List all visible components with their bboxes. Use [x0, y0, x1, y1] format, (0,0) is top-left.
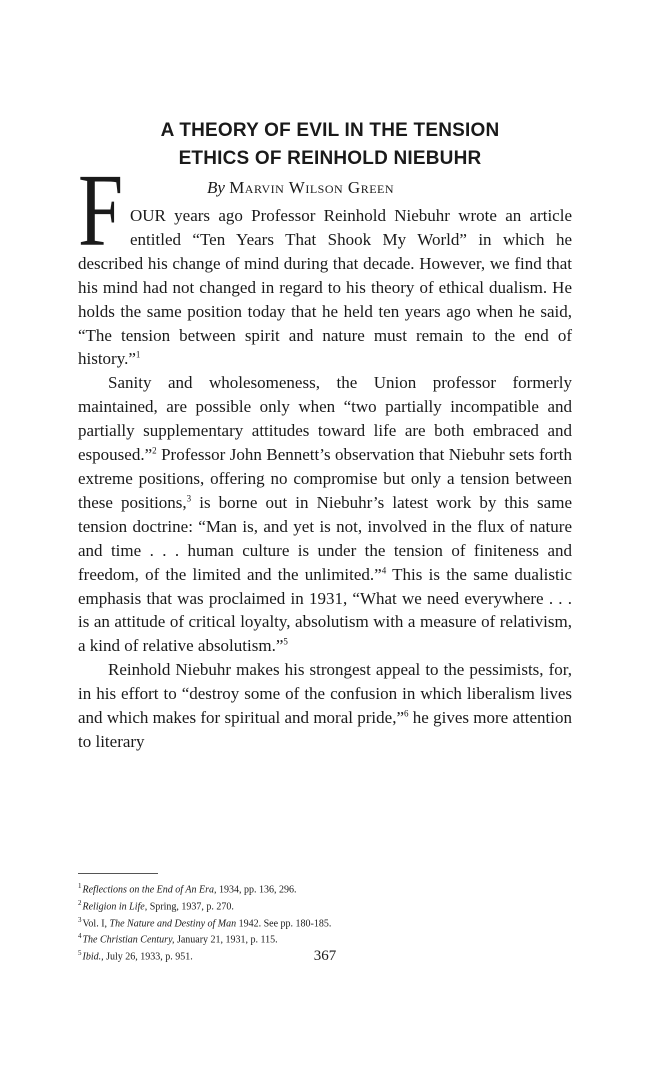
footnote-detail: January 21, 1931, p. 115. — [174, 934, 278, 946]
footnote-ref-2: 2 — [152, 445, 157, 456]
footnote-detail: 1942. See pp. 180-185. — [236, 917, 332, 929]
title-line-1: A THEORY OF EVIL IN THE TENSION — [160, 120, 500, 141]
title-line-2: ETHICS OF REINHOLD NIEBUHR — [178, 148, 482, 169]
article-title — [60, 117, 600, 173]
footnote-title: Reflections on the End of An Era, — [82, 884, 217, 896]
footnote-ref-5: 5 — [283, 636, 288, 647]
footnote — [78, 880, 572, 897]
paragraph-1 — [78, 204, 572, 371]
footnote-mark: 4 — [78, 932, 82, 941]
footnote-mark: 5 — [78, 949, 82, 958]
paragraph-3-text-b: he gives more attention to literary — [78, 708, 572, 751]
footnote-title: The Nature and Destiny of Man — [109, 917, 237, 929]
footnote-mark: 1 — [78, 882, 82, 890]
footnote-detail: 1934, pp. 136, 296. — [216, 884, 297, 896]
footnote-rule — [78, 873, 158, 874]
footnote-title: The Christian Century, — [82, 934, 175, 946]
footnote-ref-1: 1 — [135, 349, 141, 360]
footnote — [78, 914, 572, 931]
footnote-title: Religion in Life, — [82, 901, 148, 913]
footnote-prefix: Vol. I, — [82, 917, 110, 929]
byline-prefix: By — [207, 178, 225, 197]
footnote-ref-6: 6 — [404, 708, 409, 719]
paragraph-1-text: OUR years ago Professor Reinhold Niebuhr wrote an article entitled “Ten Years That Shook My World” in which he described his change of mind during that decade. However, we find that his mind had not changed in regard to his theory of ethical dualism. He holds the same position today that he held ten years ago when he said, “The tension between spirit and nature must remain to the end of history.” — [78, 206, 572, 369]
article-body — [78, 204, 572, 754]
footnote — [78, 930, 572, 947]
footnote-mark: 3 — [78, 915, 82, 924]
paragraph-2-text-c: is borne out in Niebuhr’s latest work by this same tension doctrine: “Man is, and yet is not, involved in the flux of nature and time . . . human culture is under the tension of finiteness and freedom, of the limited and the unlimited.” — [78, 492, 572, 584]
paragraph-3-text-a: Reinhold Niebuhr makes his strongest appeal to the pessimists, for, in his effort to “destroy some of the confusion in which liberalism lives and which makes for spiritual and moral pride,” — [78, 660, 572, 728]
footnote-detail: July 26, 1933, p. 951. — [103, 951, 193, 963]
footnote-mark: 2 — [78, 898, 82, 907]
byline — [207, 176, 394, 200]
footnote-detail: Spring, 1937, p. 270. — [147, 901, 234, 913]
footnote-title: Ibid., — [82, 951, 104, 963]
page-number: 367 — [313, 948, 337, 964]
paragraph-2-text-a: Sanity and wholesomeness, the Union professor formerly maintained, are possible only when “two partially incompatible and partially supplementary attitudes toward life are both embraced and espoused.” — [78, 373, 572, 465]
footnote — [78, 897, 572, 914]
footnote-ref-3: 3 — [186, 493, 192, 504]
paragraph-2-text-b: Professor John Bennett’s observation that Niebuhr sets forth extreme positions, offering no compromise but only a tension between these positions, — [78, 445, 572, 512]
paragraph-2-text-d: This is the same dualistic emphasis that was proclaimed in 1931, “What we need everywhere . . . is an attitude of critical loyalty, absolutism with a measure of relativism, a kind of relative absolutism.” — [78, 564, 572, 656]
footnote-ref-4: 4 — [381, 564, 387, 575]
paragraph-3 — [78, 658, 572, 754]
drop-cap: F — [78, 153, 124, 268]
paragraph-2 — [78, 371, 572, 658]
author-name: Marvin Wilson Green — [229, 178, 395, 197]
